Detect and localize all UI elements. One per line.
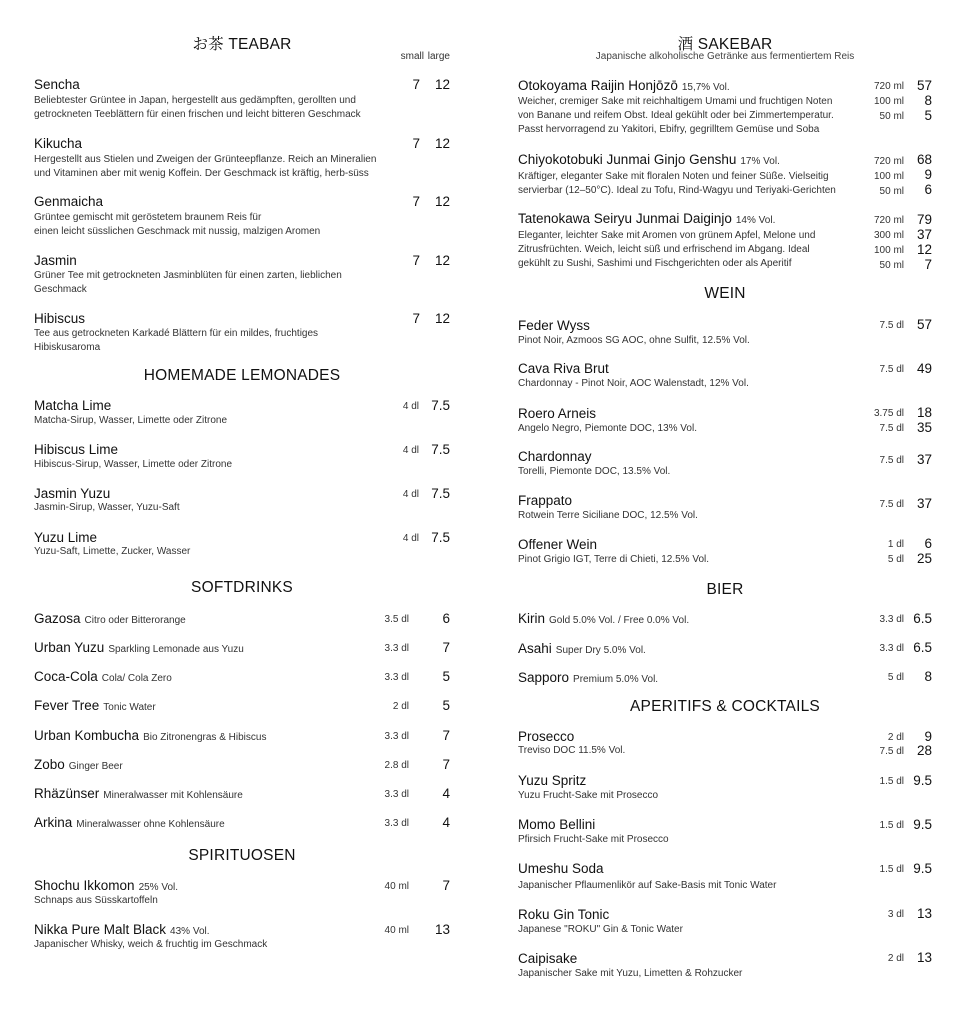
sakebar-subtitle: Japanische alkoholische Getränke aus fermentiertem Reis: [595, 51, 855, 62]
item-name: Nikka Pure Malt Black 43% Vol.: [34, 922, 210, 937]
item-desc: Yuzu Frucht-Sake mit Prosecco: [518, 790, 659, 801]
item-name: Genmaicha: [34, 194, 104, 209]
item-name: Urban Kombucha Bio Zitronengras & Hibiscus: [34, 728, 267, 743]
item-name: Arkina Mineralwasser ohne Kohlensäure: [34, 815, 225, 830]
item-qty: 50 ml: [879, 111, 904, 122]
item-note: 14% Vol.: [735, 215, 776, 226]
item-name: Frappato: [518, 493, 573, 508]
item-note: Bio Zitronengras & Hibiscus: [143, 732, 267, 743]
item-qty: 3.3 dl: [879, 614, 904, 625]
item-qty: 1.5 dl: [879, 776, 904, 787]
item-qty: 7.5 dl: [879, 364, 904, 375]
item-qty: 7.5 dl: [879, 455, 904, 466]
item-price: 68: [916, 152, 932, 167]
aperitifs-title: APERITIFS & COCKTAILS: [630, 698, 820, 715]
item-name: Jasmin Yuzu: [34, 486, 111, 501]
item-qty: 40 ml: [384, 881, 409, 892]
item-name: Hibiscus Lime: [34, 442, 119, 457]
item-desc: Rotwein Terre Siciliane DOC, 12.5% Vol.: [518, 510, 698, 521]
item-name: Asahi Super Dry 5.0% Vol.: [518, 641, 646, 656]
item-qty: 7.5 dl: [879, 423, 904, 434]
item-price: 7.5: [431, 486, 450, 501]
item-price: 6.5: [913, 611, 932, 626]
item-qty: 50 ml: [879, 186, 904, 197]
item-name: Otokoyama Raijin Honjōzō 15,7% Vol.: [518, 78, 730, 93]
item-desc: von Banane und reifem Obst. Ideal gekühlt oder bei Zimmertemperatur.: [518, 110, 834, 121]
item-qty: 3.3 dl: [879, 643, 904, 654]
item-name: Rhäzünser Mineralwasser mit Kohlensäure: [34, 786, 243, 801]
item-desc: Japanese "ROKU" Gin & Tonic Water: [518, 924, 683, 935]
item-price: 13: [916, 950, 932, 965]
item-note: Mineralwasser mit Kohlensäure: [103, 790, 243, 801]
item-price: 7.5: [431, 398, 450, 413]
item-price: 9.5: [913, 817, 932, 832]
item-price: 6.5: [913, 640, 932, 655]
item-qty: 7.5 dl: [879, 499, 904, 510]
item-qty: 3.3 dl: [384, 643, 409, 654]
item-desc: einen leicht süsslichen Geschmack mit nussig, malzigen Aromen: [34, 226, 321, 237]
item-desc: Passt hervorragend zu Yakitori, Ebifry, gegrilltem Gemüse und Soba: [518, 124, 820, 135]
item-price: 6: [924, 536, 932, 551]
item-qty: 1.5 dl: [879, 864, 904, 875]
item-qty: 1.5 dl: [879, 820, 904, 831]
item-desc: Hibiskusaroma: [34, 342, 101, 353]
item-price: 8: [924, 669, 932, 684]
item-qty: 4 dl: [402, 533, 419, 544]
item-desc: Jasmin-Sirup, Wasser, Yuzu-Saft: [34, 502, 180, 513]
item-price: 18: [916, 405, 932, 420]
item-price: 57: [916, 78, 932, 93]
item-price: 13: [434, 922, 450, 937]
item-qty: 2 dl: [887, 953, 904, 964]
item-price: 5: [924, 108, 932, 123]
item-name: Shochu Ikkomon 25% Vol.: [34, 878, 179, 893]
item-price: 79: [916, 212, 932, 227]
item-note: 17% Vol.: [740, 156, 780, 167]
item-qty: 3.3 dl: [384, 789, 409, 800]
item-desc: Grüner Tee mit getrockneten Jasminblüten für einen zarten, lieblichen: [34, 270, 342, 281]
item-qty: 3.3 dl: [384, 818, 409, 829]
small-column-label: small: [400, 51, 424, 62]
item-price: 7.5: [431, 530, 450, 545]
item-price: 5: [442, 698, 450, 713]
item-desc: getrockneten Teeblättern für einen frischen und leicht bitteren Geschmack: [34, 109, 361, 120]
price-small: 7: [412, 136, 420, 151]
item-desc: gekühlt zu Sushi, Sashimi und Fischgerichten oder als Aperitif: [518, 258, 792, 269]
item-desc: Japanischer Pflaumenlikör auf Sake-Basis mit Tonic Water: [518, 880, 777, 891]
item-desc: Beliebtester Grüntee in Japan, hergestellt aus gedämpften, gerollten und: [34, 95, 356, 106]
item-note: Premium 5.0% Vol.: [573, 674, 659, 685]
price-small: 7: [412, 311, 420, 326]
item-note: Ginger Beer: [68, 761, 123, 772]
item-name: Fever Tree Tonic Water: [34, 698, 156, 713]
item-qty: 3.5 dl: [384, 614, 409, 625]
item-note: Mineralwasser ohne Kohlensäure: [76, 819, 225, 830]
item-name: Matcha Lime: [34, 398, 112, 413]
item-note: Gold 5.0% Vol. / Free 0.0% Vol.: [549, 615, 690, 626]
item-price: 5: [442, 669, 450, 684]
item-desc: Tee aus getrockneten Karkadé Blättern für ein mildes, fruchtiges: [34, 328, 319, 339]
item-desc: Eleganter, leichter Sake mit Aromen von grünem Apfel, Melone und: [518, 230, 816, 241]
item-qty: 50 ml: [879, 260, 904, 271]
price-large: 12: [434, 311, 450, 326]
price-small: 7: [412, 77, 420, 92]
item-desc: Zitrusfrüchten. Weich, leicht süß und erfrischend im Abgang. Ideal: [518, 244, 810, 255]
item-price: 9: [924, 729, 932, 744]
teabar-title: お茶 TEABAR: [192, 36, 292, 53]
item-note: Citro oder Bitterorange: [84, 615, 186, 626]
sakebar-title: 酒 SAKEBAR: [677, 36, 773, 53]
item-price: 9.5: [913, 861, 932, 876]
item-price: 9: [924, 167, 932, 182]
item-desc: Pfirsich Frucht-Sake mit Prosecco: [518, 834, 669, 845]
item-price: 37: [916, 496, 932, 511]
item-name: Roero Arneis: [518, 406, 597, 421]
item-desc: Torelli, Piemonte DOC, 13.5% Vol.: [518, 466, 671, 477]
item-name: Chiyokotobuki Junmai Ginjo Genshu 17% Vol.: [518, 152, 780, 167]
item-desc: Weicher, cremiger Sake mit reichhaltigem Umami und fruchtigen Noten: [518, 96, 833, 107]
item-name: Roku Gin Tonic: [518, 907, 610, 922]
item-note: Sparkling Lemonade aus Yuzu: [108, 644, 244, 655]
price-small: 7: [412, 194, 420, 209]
item-price: 7: [442, 757, 450, 772]
item-qty: 4 dl: [402, 401, 419, 412]
item-price: 57: [916, 317, 932, 332]
item-name: Zobo Ginger Beer: [34, 757, 123, 772]
price-large: 12: [434, 253, 450, 268]
item-name: Momo Bellini: [518, 817, 596, 832]
item-name: Cava Riva Brut: [518, 361, 609, 376]
item-qty: 5 dl: [887, 554, 904, 565]
item-qty: 300 ml: [873, 230, 904, 241]
item-price: 7: [924, 257, 932, 272]
item-note: Super Dry 5.0% Vol.: [555, 645, 646, 656]
item-name: Yuzu Lime: [34, 530, 98, 545]
item-desc: Angelo Negro, Piemonte DOC, 13% Vol.: [518, 423, 697, 434]
item-name: Hibiscus: [34, 311, 86, 326]
item-desc: Hergestellt aus Stielen und Zweigen der Grünteepflanze. Reich an Mineralien: [34, 154, 377, 165]
price-small: 7: [412, 253, 420, 268]
item-desc: Japanischer Whisky, weich & fruchtig im Geschmack: [34, 939, 268, 950]
item-price: 37: [916, 452, 932, 467]
wein-title: WEIN: [704, 285, 746, 302]
item-qty: 3.75 dl: [873, 408, 904, 419]
item-price: 12: [916, 242, 932, 257]
item-desc: Kräftiger, eleganter Sake mit floralen Noten und feiner Süße. Vielseitig: [518, 171, 829, 182]
item-desc: Geschmack: [34, 284, 87, 295]
item-price: 8: [924, 93, 932, 108]
item-price: 28: [916, 743, 932, 758]
item-price: 4: [442, 815, 450, 830]
item-note: 25% Vol.: [138, 882, 179, 893]
item-desc: Pinot Grigio IGT, Terre di Chieti, 12.5% Vol.: [518, 554, 710, 565]
item-price: 35: [916, 420, 932, 435]
item-name: Tatenokawa Seiryu Junmai Daiginjo 14% Vol.: [518, 211, 776, 226]
item-name: Jasmin: [34, 253, 77, 268]
item-qty: 100 ml: [873, 96, 904, 107]
item-price: 7: [442, 878, 450, 893]
item-name: Umeshu Soda: [518, 861, 604, 876]
item-name: Gazosa Citro oder Bitterorange: [34, 611, 186, 626]
item-name: Sapporo Premium 5.0% Vol.: [518, 670, 659, 685]
item-desc: Chardonnay - Pinot Noir, AOC Walenstadt, 12% Vol.: [518, 378, 749, 389]
item-name: Kikucha: [34, 136, 83, 151]
item-name: Caipisake: [518, 951, 578, 966]
item-qty: 720 ml: [873, 156, 904, 167]
item-note: 43% Vol.: [170, 926, 210, 937]
item-name: Chardonnay: [518, 449, 592, 464]
price-large: 12: [434, 77, 450, 92]
item-price: 6: [924, 182, 932, 197]
item-name: Prosecco: [518, 729, 575, 744]
item-qty: 2 dl: [887, 732, 904, 743]
item-qty: 4 dl: [402, 445, 419, 456]
price-large: 12: [434, 136, 450, 151]
item-qty: 7.5 dl: [879, 320, 904, 331]
item-desc: Schnaps aus Süsskartoffeln: [34, 895, 158, 906]
item-qty: 1 dl: [887, 539, 904, 550]
item-price: 4: [442, 786, 450, 801]
item-qty: 4 dl: [402, 489, 419, 500]
item-price: 49: [916, 361, 932, 376]
item-price: 7: [442, 728, 450, 743]
bier-title: BIER: [706, 581, 744, 598]
price-large: 12: [434, 194, 450, 209]
item-price: 9.5: [913, 773, 932, 788]
item-desc: Grüntee gemischt mit geröstetem braunem Reis für: [34, 212, 262, 223]
item-qty: 720 ml: [873, 81, 904, 92]
spirituosen-title: SPIRITUOSEN: [188, 847, 296, 864]
item-price: 7.5: [431, 442, 450, 457]
item-desc: Matcha-Sirup, Wasser, Limette oder Zitrone: [34, 415, 228, 426]
item-desc: servierbar (12–50°C). Ideal zu Tofu, Rind-Wagyu und Teriyaki-Gerichten: [518, 185, 836, 196]
item-name: Offener Wein: [518, 537, 598, 552]
item-desc: Treviso DOC 11.5% Vol.: [518, 745, 626, 756]
item-desc: Japanischer Sake mit Yuzu, Limetten & Rohzucker: [518, 968, 743, 979]
item-qty: 100 ml: [873, 171, 904, 182]
item-desc: und Vitaminen aber mit wenig Koffein. Der Geschmack ist kräftig, herb-süss: [34, 168, 369, 179]
item-qty: 7.5 dl: [879, 746, 904, 757]
item-name: Sencha: [34, 77, 80, 92]
lemonades-title: HOMEMADE LEMONADES: [143, 367, 341, 384]
item-price: 37: [916, 227, 932, 242]
softdrinks-title: SOFTDRINKS: [191, 579, 293, 596]
item-name: Kirin Gold 5.0% Vol. / Free 0.0% Vol.: [518, 611, 690, 626]
item-price: 25: [916, 551, 932, 566]
item-note: Tonic Water: [103, 702, 156, 713]
item-desc: Pinot Noir, Azmoos SG AOC, ohne Sulfit, 12.5% Vol.: [518, 335, 750, 346]
item-qty: 2 dl: [392, 701, 409, 712]
item-desc: Hibiscus-Sirup, Wasser, Limette oder Zitrone: [34, 459, 233, 470]
item-note: Cola/ Cola Zero: [101, 673, 172, 684]
large-column-label: large: [427, 51, 450, 62]
item-desc: Yuzu-Saft, Limette, Zucker, Wasser: [34, 546, 191, 557]
item-qty: 720 ml: [873, 215, 904, 226]
item-qty: 3 dl: [887, 909, 904, 920]
item-note: 15,7% Vol.: [681, 82, 730, 93]
item-qty: 3.3 dl: [384, 672, 409, 683]
item-qty: 5 dl: [887, 672, 904, 683]
item-price: 7: [442, 640, 450, 655]
item-qty: 3.3 dl: [384, 731, 409, 742]
item-name: Coca-Cola Cola/ Cola Zero: [34, 669, 172, 684]
item-qty: 2.8 dl: [384, 760, 409, 771]
item-qty: 40 ml: [384, 925, 409, 936]
item-qty: 100 ml: [873, 245, 904, 256]
item-price: 13: [916, 906, 932, 921]
item-name: Urban Yuzu Sparkling Lemonade aus Yuzu: [34, 640, 244, 655]
item-name: Yuzu Spritz: [518, 773, 587, 788]
item-price: 6: [442, 611, 450, 626]
item-name: Feder Wyss: [518, 318, 590, 333]
